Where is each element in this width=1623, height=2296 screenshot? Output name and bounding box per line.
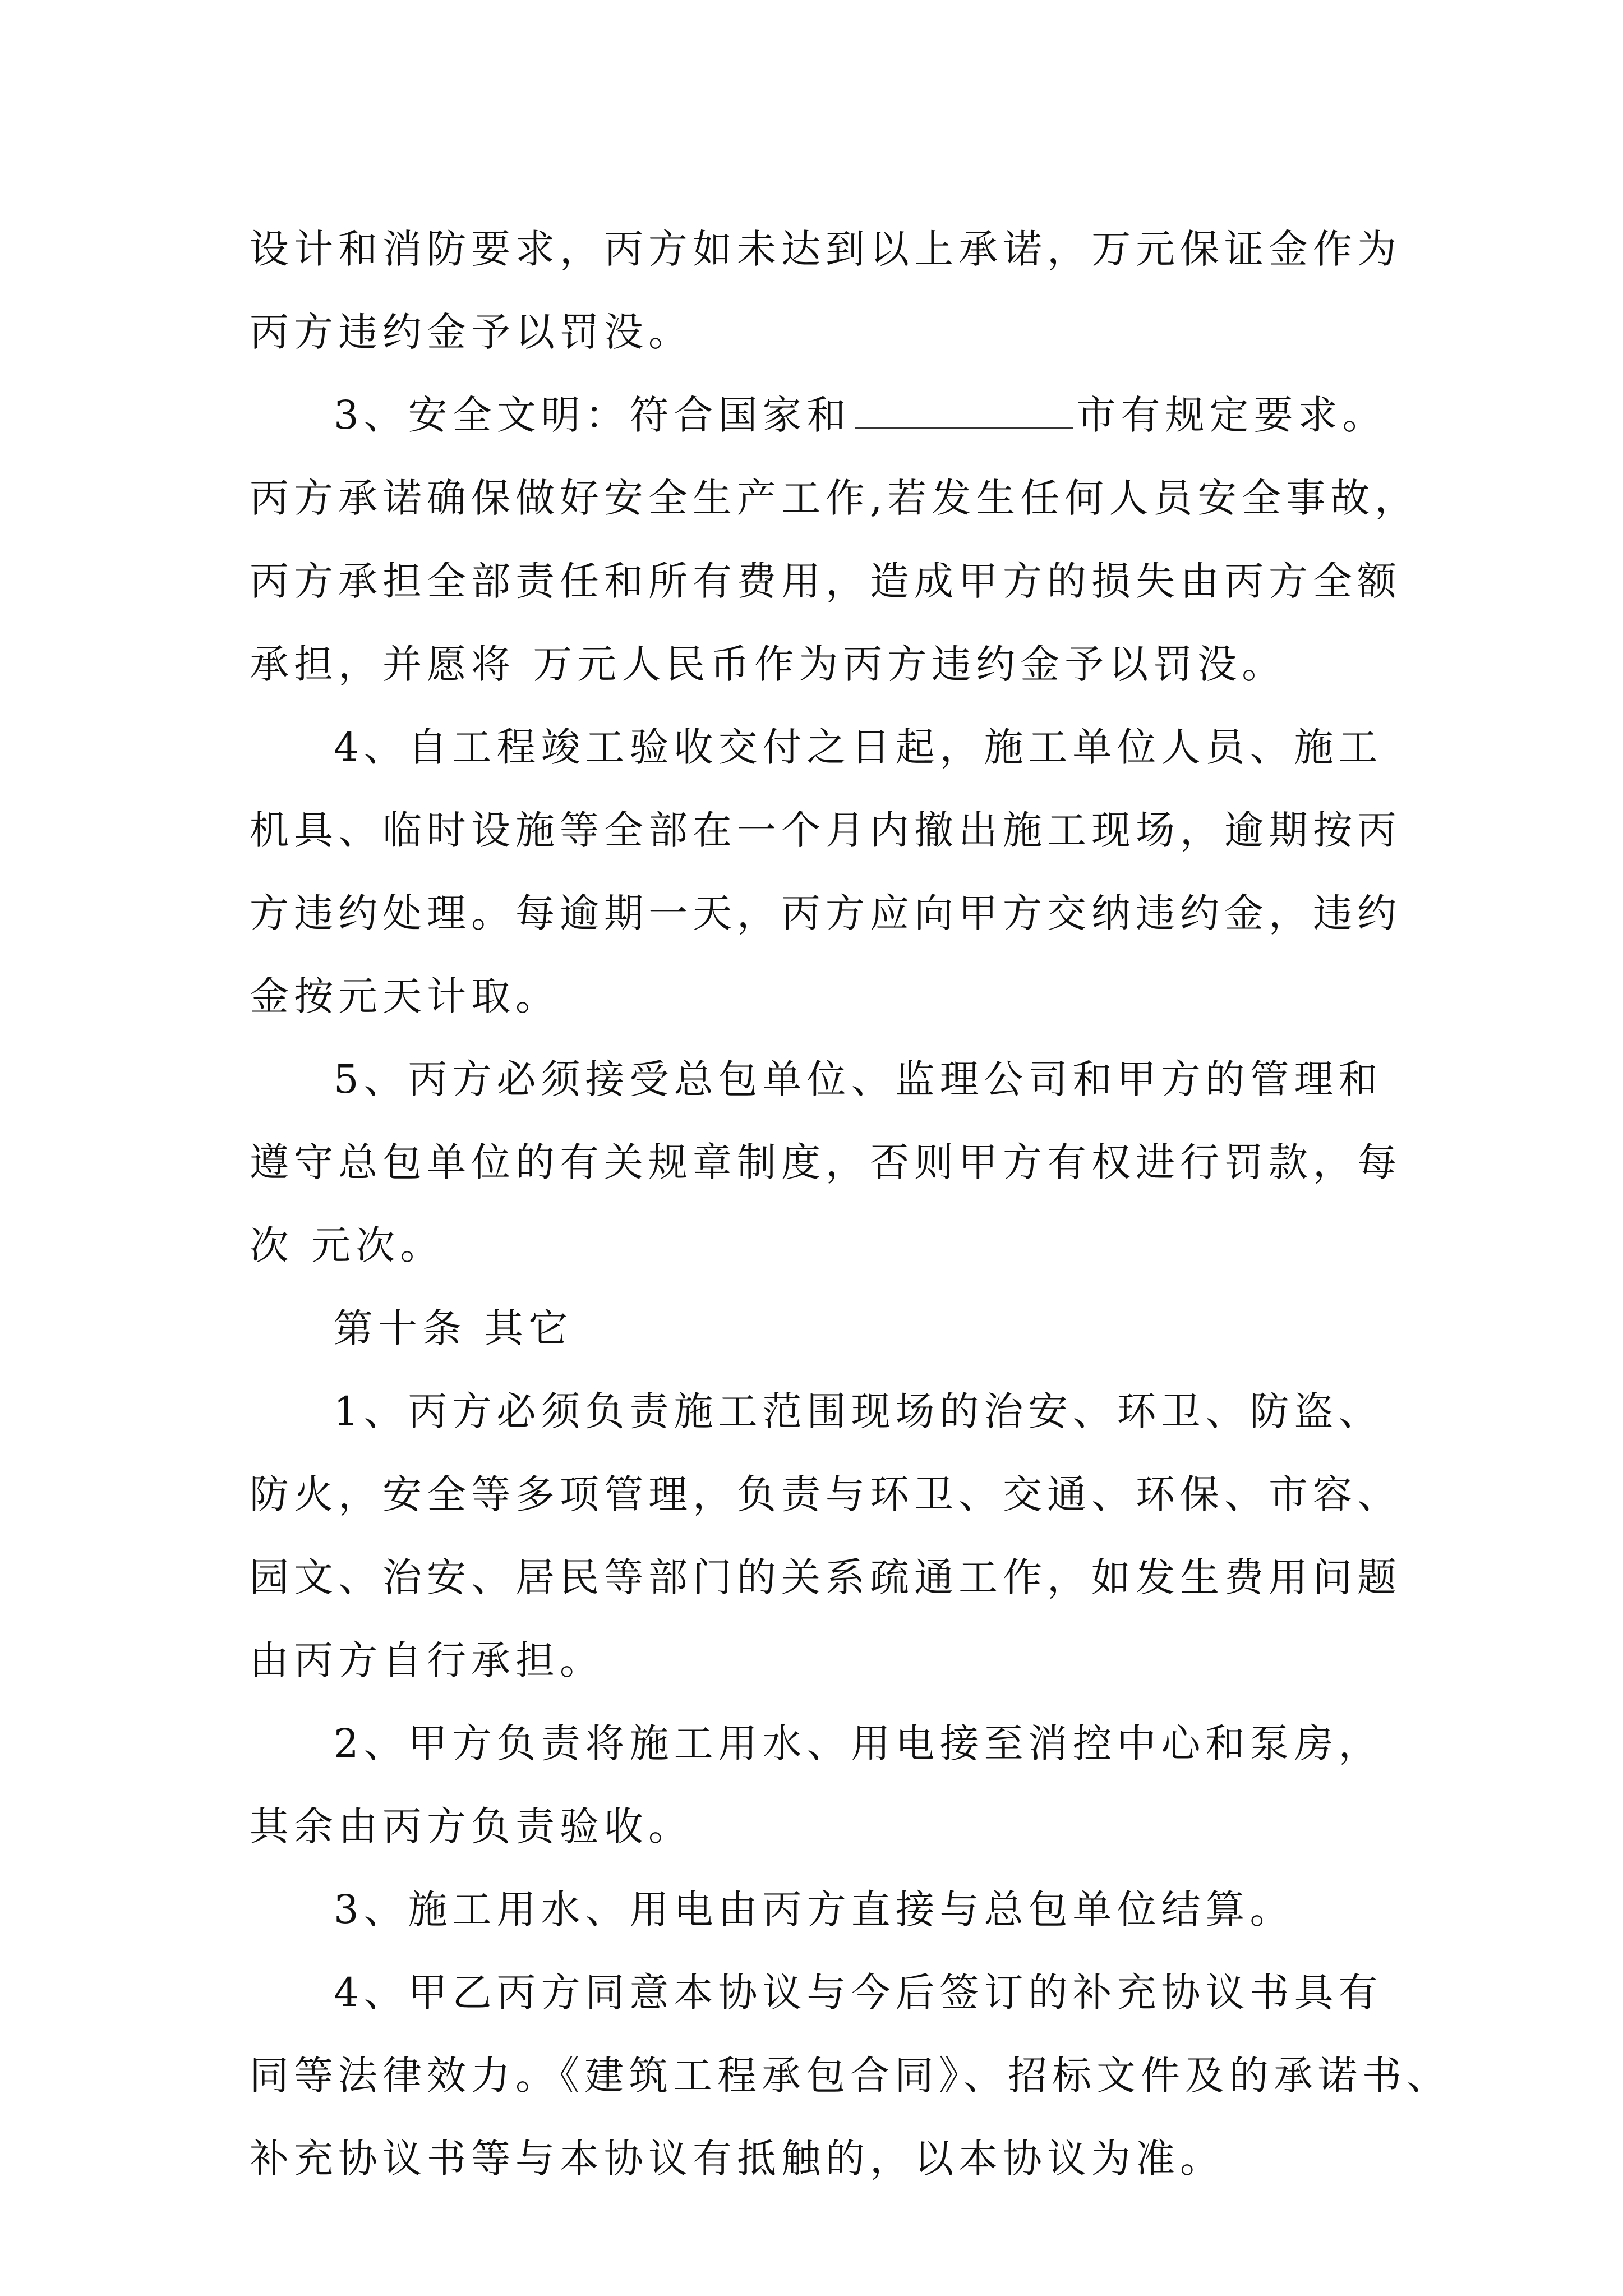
paragraph-line: 4、自工程竣工验收交付之日起，施工单位人员、施工 [334, 724, 1383, 770]
paragraph-line: 防火，安全等多项管理，负责与环卫、交通、环保、市容、 [250, 1471, 1401, 1517]
paragraph-line: 承担，并愿将 万元人民币作为丙方违约金予以罚没。 [250, 641, 1287, 687]
paragraph-line: 3、施工用水、用电由丙方直接与总包单位结算。 [334, 1887, 1294, 1932]
paragraph-line: 园文、治安、居民等部门的关系疏通工作，如发生费用问题 [250, 1554, 1401, 1600]
paragraph-line: 丙方承诺确保做好安全生产工作,若发生任何人员安全事故， [250, 475, 1419, 521]
paragraph-line: 由丙方自行承担。 [250, 1637, 604, 1683]
fill-in-blank [855, 394, 1073, 429]
paragraph-line: 2、甲方负责将施工用水、用电接至消控中心和泵房， [334, 1720, 1383, 1766]
paragraph-line: 4、甲乙丙方同意本协议与今后签订的补充协议书具有 [334, 1970, 1383, 2016]
paragraph-line: 遵守总包单位的有关规章制度，否则甲方有权进行罚款，每 [250, 1139, 1401, 1185]
line-text-before-blank: 3、安全文明：符合国家和 [334, 392, 851, 438]
line-text-after-blank: 市有规定要求。 [1076, 392, 1387, 438]
paragraph-line: 其余由丙方负责验收。 [250, 1803, 693, 1849]
paragraph-line: 设计和消防要求，丙方如未达到以上承诺，万元保证金作为 [250, 226, 1401, 272]
paragraph-line: 5、丙方必须接受总包单位、监理公司和甲方的管理和 [334, 1056, 1383, 1102]
paragraph-line: 同等法律效力。《建筑工程承包合同》、招标文件及的承诺书、 [250, 2053, 1451, 2099]
paragraph-line: 丙方承担全部责任和所有费用，造成甲方的损失由丙方全额 [250, 558, 1401, 604]
paragraph-line: 丙方违约金予以罚没。 [250, 309, 693, 355]
paragraph-line: 机具、临时设施等全部在一个月内撤出施工现场，逾期按丙 [250, 807, 1401, 853]
paragraph-line: 次 元次。 [250, 1222, 445, 1268]
paragraph-line-with-blank [250, 374, 1399, 457]
section-heading: 第十条 其它 [334, 1305, 573, 1351]
paragraph-line: 1、丙方必须负责施工范围现场的治安、环卫、防盗、 [334, 1388, 1383, 1434]
document-body [250, 208, 1451, 2200]
paragraph-line: 金按元天计取。 [250, 973, 560, 1019]
paragraph-line: 补充协议书等与本协议有抵触的，以本协议为准。 [250, 2136, 1224, 2182]
paragraph-line: 方违约处理。每逾期一天，丙方应向甲方交纳违约金，违约 [250, 890, 1401, 936]
